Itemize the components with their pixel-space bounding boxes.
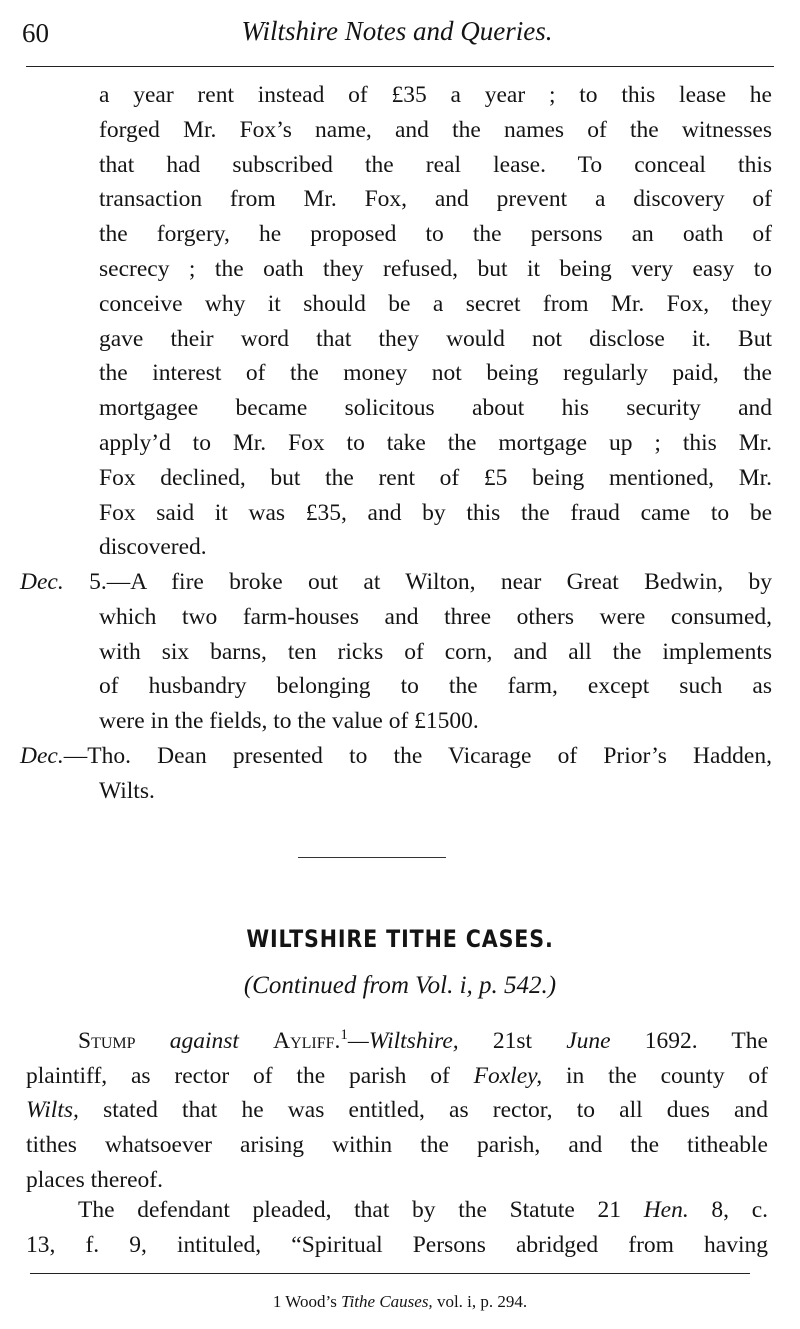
text-line: apply’d to Mr. Fox to take the mortgage up ; this Mr.: [99, 429, 772, 456]
text-fragment: Foxley,: [473, 1062, 543, 1089]
text-line: secrecy ; the oath they refused, but it being very easy to: [99, 255, 772, 282]
text-fragment: Hen.: [643, 1197, 689, 1223]
text-fragment: in the county of: [542, 1062, 768, 1089]
text-fragment: 21st: [458, 1027, 567, 1054]
section-separator: [298, 857, 446, 858]
text-line: transaction from Mr. Fox, and prevent a discovery of: [99, 186, 772, 213]
text-fragment: Wilts,: [26, 1097, 79, 1124]
text-line: with six barns, ten ricks of corn, and all the implements: [99, 638, 772, 665]
paragraph-lease-forgery: [99, 78, 772, 565]
text-fragment: —Wiltshire,: [347, 1027, 459, 1054]
text-line: Fox said it was £35, and by this the fraud came to be: [99, 499, 772, 526]
text-line: Wilts.: [99, 777, 155, 804]
text-line: Fox declined, but the rent of £5 being mentioned, Mr.: [99, 464, 772, 491]
text-line: the interest of the money not being regularly paid, the: [99, 360, 772, 387]
text-line: [26, 1193, 768, 1228]
text-line: a year rent instead of £35 a year ; to this lease he: [99, 82, 772, 108]
text-line: conceive why it should be a secret from Mr. Fox, they: [99, 290, 772, 317]
page-header: [22, 14, 772, 54]
footnote: [0, 1292, 800, 1312]
footnote-number: 1: [272, 1292, 282, 1311]
text-line: [26, 1018, 768, 1059]
text-fragment: stated that he was entitled, as rector, to all dues and: [78, 1097, 768, 1124]
text-fragment: 8, c.: [688, 1197, 769, 1223]
section-title: WILTSHIRE TITHE CASES.: [246, 925, 554, 953]
text-line: mortgagee became solicitous about his security and: [99, 395, 772, 422]
entry-text: 5.—A fire broke out at Wilton, near Great Bedwin, by: [63, 569, 772, 595]
text-fragment: plaintiff, as rector of the parish of: [26, 1062, 474, 1089]
text-fragment: Wood’s: [281, 1292, 342, 1311]
text-line: 13, f. 9, intituled, “Spiritual Persons abridged from having: [26, 1231, 768, 1258]
entry-dec-first-line: [20, 739, 772, 774]
text-line: gave their word that they would not disclose it. But: [99, 325, 772, 352]
paragraph-stump-case: [26, 1018, 768, 1198]
text-line: which two farm-houses and three others were consumed,: [99, 603, 772, 630]
text-fragment: June: [566, 1027, 611, 1054]
header-rule: [26, 66, 774, 67]
text-line: of husbandry belonging to the farm, except such as: [99, 673, 772, 700]
footnote-rule: [30, 1273, 750, 1274]
entry-dec-5-first-line: [20, 565, 772, 600]
text-line: [26, 1093, 768, 1128]
text-fragment: against: [135, 1027, 274, 1054]
footnote-marker: 1: [340, 1027, 348, 1043]
text-fragment: vol. i, p. 294.: [432, 1292, 528, 1311]
entry-text: —Tho. Dean presented to the Vicarage of Prior’s Hadden,: [63, 743, 772, 769]
date-label: Dec.: [20, 569, 64, 595]
text-line: places thereof.: [26, 1167, 164, 1194]
text-line: [26, 1059, 768, 1094]
section-subtitle: (Continued from Vol. i, p. 542.): [243, 972, 557, 999]
page-number: 60: [22, 18, 49, 48]
text-fragment: 1692. The: [610, 1027, 768, 1054]
party-name: Ayliff.: [273, 1027, 341, 1054]
date-label: Dec.: [20, 743, 64, 769]
text-fragment: Tithe Causes,: [341, 1292, 433, 1311]
entry-dec-5: [20, 565, 772, 739]
entry-dec: [20, 739, 772, 809]
text-fragment: The defendant pleaded, that by the Statute 21: [78, 1197, 644, 1223]
text-line: tithes whatsoever arising within the parish, and the titheable: [26, 1132, 768, 1159]
text-line: forged Mr. Fox’s name, and the names of the witnesses: [99, 116, 772, 143]
text-line: that had subscribed the real lease. To conceal this: [99, 151, 772, 178]
running-title: Wiltshire Notes and Queries.: [241, 16, 553, 46]
text-line: the forgery, he proposed to the persons an oath of: [99, 221, 772, 248]
text-line: discovered.: [99, 534, 207, 561]
party-name: Stump: [78, 1027, 136, 1054]
text-line: were in the fields, to the value of £1500.: [99, 708, 479, 735]
paragraph-defence: [26, 1193, 768, 1263]
